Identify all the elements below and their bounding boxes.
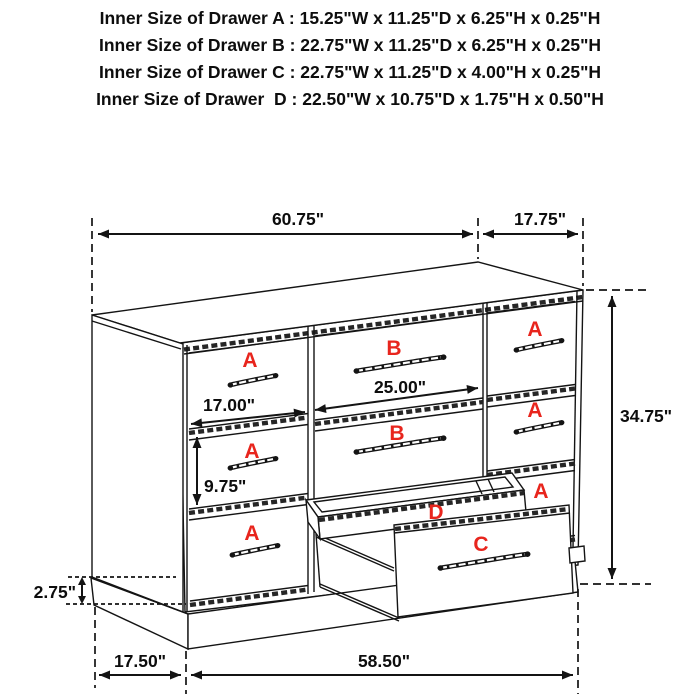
base-width-label: 58.50" bbox=[357, 651, 411, 671]
drawer-a-left-top-label: A bbox=[242, 349, 258, 372]
header-line-drawer-c: Inner Size of Drawer C : 22.75"W x 11.25"D x 4.00"H x 0.25"H bbox=[98, 62, 602, 82]
drawer-c bbox=[394, 505, 573, 617]
drawer-a-right-bottom-label: A bbox=[533, 480, 549, 503]
header-line-drawer-d: Inner Size of Drawer D : 22.50"W x 10.75"D x 1.75"H x 0.50"H bbox=[96, 89, 604, 109]
drawer-a-height-label: 9.75" bbox=[204, 476, 247, 496]
drawer-a-right-mid-label: A bbox=[527, 399, 543, 422]
height-label: 34.75" bbox=[620, 406, 673, 426]
drawer-a-width-label: 17.00" bbox=[202, 395, 256, 415]
header-line-drawer-b: Inner Size of Drawer B : 22.75"W x 11.25"D x 6.25"H x 0.25"H bbox=[98, 35, 602, 55]
drawer-d-label: D bbox=[428, 501, 444, 524]
drawer-c-label: C bbox=[473, 533, 489, 556]
drawer-a-left-mid-label: A bbox=[244, 440, 260, 463]
drawer-a-left-bottom-label: A bbox=[244, 522, 260, 545]
top-depth-label: 17.75" bbox=[513, 209, 567, 229]
header-line-drawer-a: Inner Size of Drawer A : 15.25"W x 11.25"D x 6.25"H x 0.25"H bbox=[99, 8, 601, 28]
drawer-b-width-label: 25.00" bbox=[373, 377, 427, 397]
drawer-a-right-top-label: A bbox=[527, 318, 543, 341]
base-height-arrow bbox=[78, 577, 86, 604]
base-height-label: 2.75" bbox=[33, 582, 76, 602]
left-side-panel bbox=[92, 315, 183, 612]
right-edge-bracket bbox=[569, 546, 585, 563]
base-depth-label: 17.50" bbox=[113, 651, 167, 671]
drawer-b-mid-label: B bbox=[389, 422, 405, 445]
top-width-label: 60.75" bbox=[271, 209, 325, 229]
drawer-b-top-label: B bbox=[386, 337, 402, 360]
